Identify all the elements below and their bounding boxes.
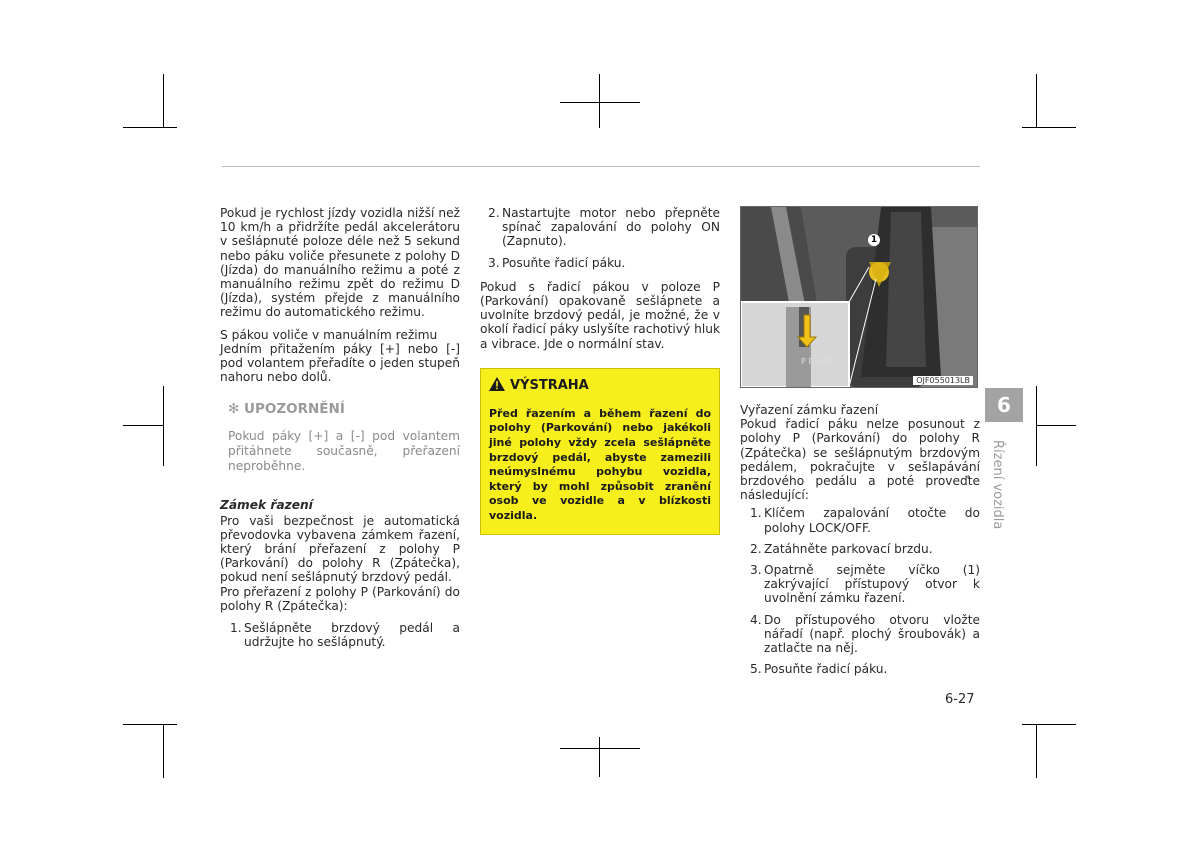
column-2 (480, 206, 720, 535)
header-rule (222, 166, 980, 167)
list-item: 1. Sešlápněte brzdový pedál a udržujte ho sešlápnutý. (230, 620, 460, 650)
list-item: 3. Posuňte řadicí páku. (488, 255, 626, 270)
chapter-tab (985, 388, 1023, 422)
list-item: 1. Klíčem zapalování otočte do polohy LOCK/OFF. (750, 506, 980, 535)
warning-title: VÝSTRAHA (489, 377, 711, 395)
noise-paragraph: Pokud s řadicí pákou v poloze P (Parkování) opakovaně sešlápnete a uvolníte brzdový pedál, je možné, že v okolí řadicí páky uslyšíte rachotivý hluk a vibrace. Jde o normální stav. (480, 279, 720, 351)
notice-box (228, 400, 460, 473)
notice-text: Pokud páky [+] a [-] pod volantem přitáhnete současně, přeřazení neproběhne. (228, 429, 460, 473)
asterisk-icon: ✻ (228, 401, 240, 418)
release-steps (750, 506, 980, 676)
manual-mode-heading: S pákou voliče v manuálním režimu (220, 327, 438, 342)
release-heading: Vyřazení zámku řazení (740, 403, 879, 417)
list-item: 4. Do přístupového otvoru vložte nářadí (např. plochý šroubovák) a zatlačte na něj. (750, 612, 980, 656)
shift-lever-photo (740, 206, 978, 388)
release-intro: Pokud řadicí páku nelze posunout z polohy P (Parkování) do polohy R (Zpátečka) se sešlápnutým brzdovým pedálem, pokračujte v sešlapávání brzdového pedálu a poté proveďte následující: (740, 417, 980, 503)
intro-paragraph: Pokud je rychlost jízdy vozidla nižší než 10 km/h a přidržíte pedál akcelerátoru v sešlápnuté poloze déle než 5 sekund nebo páku voliče přesunete z polohy D (Jízda) do manuálního režimu a poté z manuálního režimu zpět do režimu D (Jízda), systém přejde z manuálního režimu do automatického režimu. (220, 206, 460, 320)
list-item: 2. Zatáhněte parkovací brzdu. (750, 541, 933, 556)
chapter-number: 6 (997, 393, 1011, 417)
chapter-title: Řízení vozidla (990, 440, 1005, 530)
warning-triangle-icon (489, 377, 505, 395)
list-item: 2. Nastartujte motor nebo přepněte spínač zapalování do polohy ON (Zapnuto). (488, 206, 720, 249)
notice-title: ✻ UPOZORNĚNÍ (228, 401, 345, 418)
manual-mode-text: Jedním přitažením páky [+] nebo [-] pod volantem přeřadíte o jeden stupeň nahoru nebo dolů. (220, 341, 460, 385)
list-item: 5. Posuňte řadicí páku. (750, 662, 888, 677)
warning-box (480, 368, 720, 535)
callout-1: 1 (868, 234, 880, 246)
shift-lever-illustration (741, 207, 977, 387)
list-item: 3. Opatrně sejměte víčko (1) zakrývající přístupový otvor k uvolnění zámku řazení. (750, 563, 980, 606)
warning-text: Před řazením a během řazení do polohy (Parkování) nebo jakékoli jiné polohy vždy zcela sešlápněte brzdový pedál, abyste zamezili neúmyslnému pohybu vozidla, který by mohl způsobit zranění osob ve vozidle a v blízkosti vozidla. (489, 406, 711, 522)
column-1 (220, 206, 460, 656)
gear-letters: P R N D (801, 357, 832, 366)
shift-lock-text-2: Pro přeřazení z polohy P (Parkování) do polohy R (Zpátečka): (220, 584, 460, 613)
shift-lock-title: Zámek řazení (220, 497, 313, 512)
image-code: OJF055013LB (913, 376, 973, 385)
page-number: 6-27 (945, 692, 975, 707)
shift-lock-text: Pro vaši bezpečnost je automatická převodovka vybavena zámkem řazení, který brání přeřazení z polohy P (Parkování) do polohy R (Zpátečka), pokud není sešlápnutý brzdový pedál. (220, 513, 460, 585)
column-3 (740, 206, 980, 683)
